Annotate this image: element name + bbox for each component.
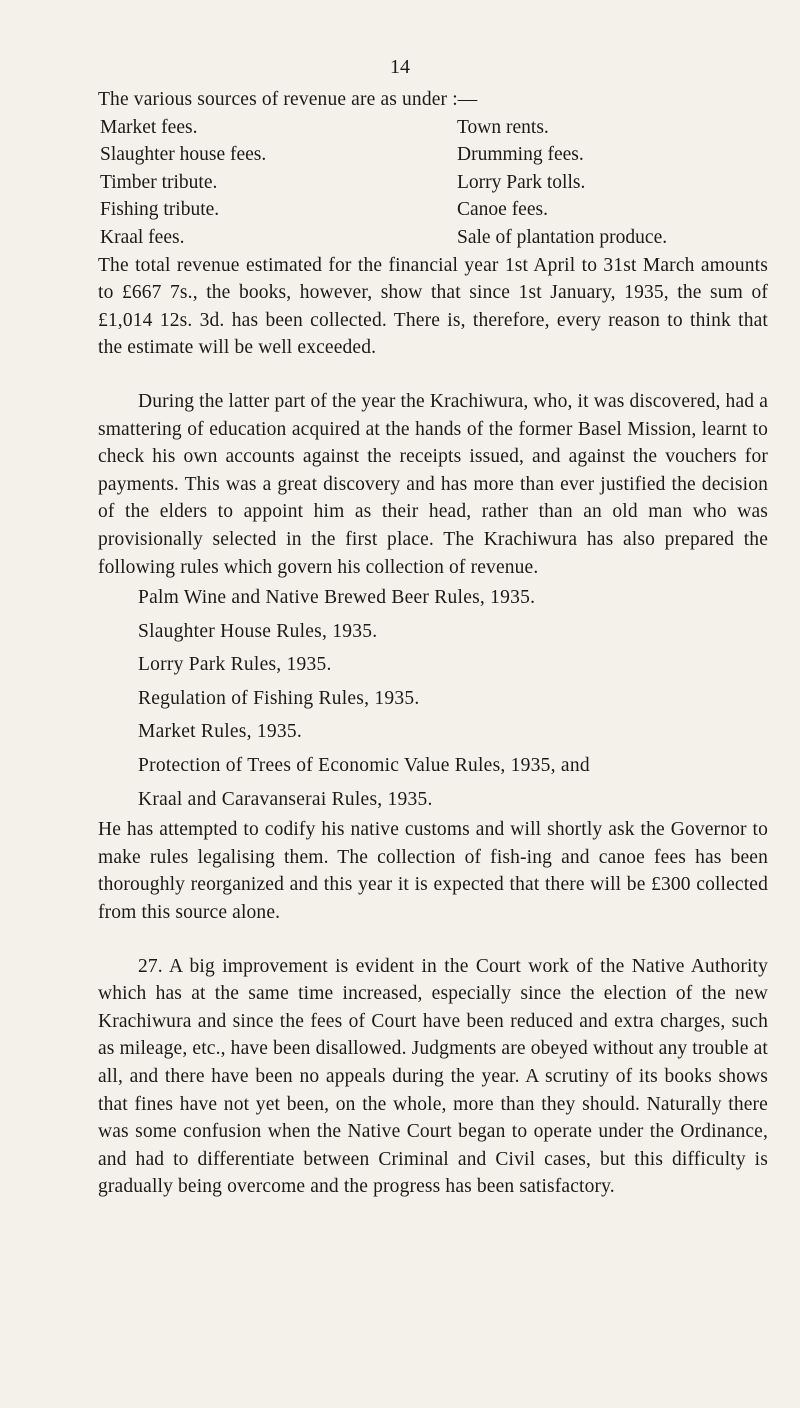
revenue-source-item: Slaughter house fees.: [100, 144, 267, 166]
rule-item: Protection of Trees of Economic Value Rules, 1935, and: [138, 755, 590, 777]
court-work-paragraph: 27. A big improvement is evident in the Court work of the Native Authority which has at the same time increased, especially since the election of the new Krachiwura and since the fees of Court have been reduced and extra charges, such as mileage, etc., have been disallowed. Judgments are obeyed without any trouble at all, and there have been no appeals during the year. A scrutiny of its books shows that fines have not yet been, on the whole, more than they should. Naturally there was some confusion when the Native Court began to operate under the Ordinance, and had to differentiate between Criminal and Civil cases, but this difficulty is gradually being overcome and the progress has been satisfactory.: [98, 955, 768, 1198]
rules-list: [98, 581, 768, 816]
rule-item: Lorry Park Rules, 1935.: [138, 654, 332, 676]
revenue-source-item: Timber tribute.: [100, 171, 218, 193]
revenue-sources-list: [100, 114, 768, 252]
revenue-source-item: Market fees.: [100, 116, 198, 138]
rule-item: Market Rules, 1935.: [138, 721, 302, 743]
revenue-source-item: Fishing tribute.: [100, 199, 220, 221]
page-number: 14: [390, 56, 410, 78]
customs-paragraph: He has attempted to codify his native customs and will shortly ask the Governor to make rules legalising them. The collection of fish-ing and canoe fees has been thoroughly reorganized and this year it is expected that there will be £300 collected from this source alone.: [98, 819, 768, 924]
krachiwura-paragraph: During the latter part of the year the Krachiwura, who, it was discovered, had a smattering of education acquired at the hands of the former Basel Mission, learnt to check his own accounts against the receipts issued, and against the vouchers for payments. This was a great discovery and has more than ever justified the decision of the elders to appoint him as their head, rather than an old man who was provisionally selected in the first place. The Krachiwura has also prepared the following rules which govern his collection of revenue.: [98, 390, 768, 578]
rule-item: Kraal and Caravanserai Rules, 1935.: [138, 788, 433, 810]
rule-item: Regulation of Fishing Rules, 1935.: [138, 687, 420, 709]
revenue-intro: The various sources of revenue are as under :—: [98, 89, 478, 110]
revenue-source-item: Sale of plantation produce.: [457, 226, 668, 248]
rule-item: Slaughter House Rules, 1935.: [138, 620, 378, 642]
revenue-source-item: Drumming fees.: [457, 144, 584, 166]
revenue-source-item: Lorry Park tolls.: [457, 171, 586, 193]
revenue-estimate-paragraph: The total revenue estimated for the financial year 1st April to 31st March amounts to £667 7s., the books, however, show that since 1st January, 1935, the sum of £1,014 12s. 3d. has been collected. There is, therefore, every reason to think that the estimate will be well exceeded.: [98, 254, 768, 359]
page-content: [98, 86, 768, 1201]
revenue-source-item: Canoe fees.: [457, 199, 548, 221]
revenue-source-item: Town rents.: [457, 116, 549, 138]
revenue-source-item: Kraal fees.: [100, 226, 185, 248]
rule-item: Palm Wine and Native Brewed Beer Rules, 1935.: [138, 587, 536, 609]
